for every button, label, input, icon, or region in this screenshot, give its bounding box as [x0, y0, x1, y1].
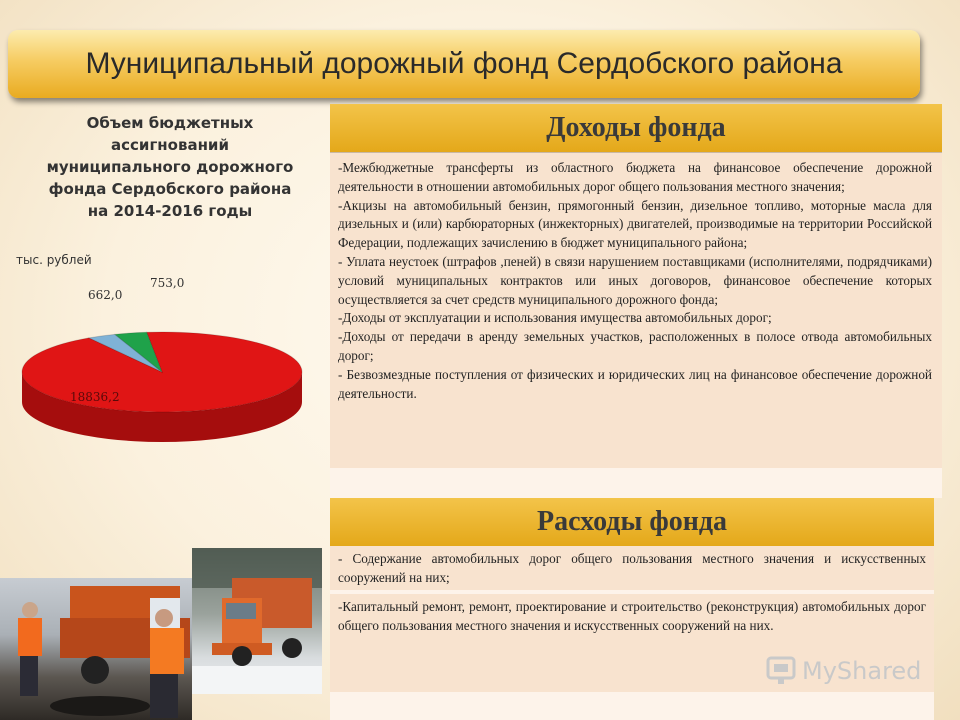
expenses-item: -Капитальный ремонт, ремонт, проектирование и строительство (реконструкция) автомобильных дорог общего пользования местного значения и искусственных сооружений на них.: [338, 599, 926, 633]
income-item: - Уплата неустоек (штрафов ,пеней) в связи нарушением поставщиками (исполнителями, подрядчиками) условий муниципальных контрактов или иных договоров, финансовое обеспечение которых осуществляется за счет средств муниципального дорожного фонда;: [338, 253, 932, 307]
income-item: - Безвозмездные поступления от физических и юридических лиц на финансовое обеспечение дорожной деятельности.: [338, 366, 932, 401]
pie-label-662: 662,0: [88, 288, 123, 302]
pie-label-18836: 18836,2: [70, 390, 120, 404]
expenses-item: - Содержание автомобильных дорог общего пользования местного значения и искусственных сооружений на них;: [338, 551, 926, 585]
pie-chart: [12, 320, 312, 450]
snow-plow-photo: [192, 548, 322, 694]
income-header: [330, 104, 942, 152]
income-item: -Акцизы на автомобильный бензин, прямогонный бензин, дизельное топливо, моторные масла для дизельных и (или) карбюраторных (инжекторных) двигателей, производимые на территории Российской Федерации, подлежащих зачислению в бюджет муниципального района;: [338, 197, 932, 251]
expenses-item-box: [330, 594, 934, 660]
income-item: -Межбюджетные трансферты из областного бюджета на финансовое обеспечение дорожной деятельности в отношении автомобильных дорог общего пользования местного значения;: [338, 160, 932, 194]
chart-unit-label: тыс. рублей: [16, 253, 92, 267]
expenses-heading: Расходы фонда: [537, 506, 727, 537]
pie-label-753: 753,0: [150, 276, 185, 290]
expenses-header: [330, 498, 934, 546]
chart-title: Объем бюджетных ассигнований муниципального дорожного фонда Сердобского района на 2014-2016 годы: [46, 114, 294, 220]
watermark: [766, 656, 921, 686]
page-title: Муниципальный дорожный фонд Сердобского района: [85, 47, 843, 80]
budget-chart-panel: [0, 100, 330, 450]
snow-plow-image: [192, 548, 322, 694]
road-workers-image: [0, 578, 192, 720]
income-item: -Доходы от эксплуатации и использования имущества автомобильных дорог;: [338, 310, 772, 326]
income-heading: Доходы фонда: [546, 112, 726, 143]
income-item: -Доходы от передачи в аренду земельных участков, расположенных в полосе отвода автомобильных дорог;: [338, 329, 932, 363]
income-list: [330, 152, 942, 469]
title-banner: [8, 30, 920, 98]
spacer-stripe: [330, 468, 942, 498]
road-workers-photo: [0, 578, 192, 720]
table-row: [330, 692, 934, 720]
presentation-icon: [766, 656, 796, 686]
watermark-text: MyShared: [802, 657, 922, 685]
expenses-item-box: [330, 546, 934, 590]
